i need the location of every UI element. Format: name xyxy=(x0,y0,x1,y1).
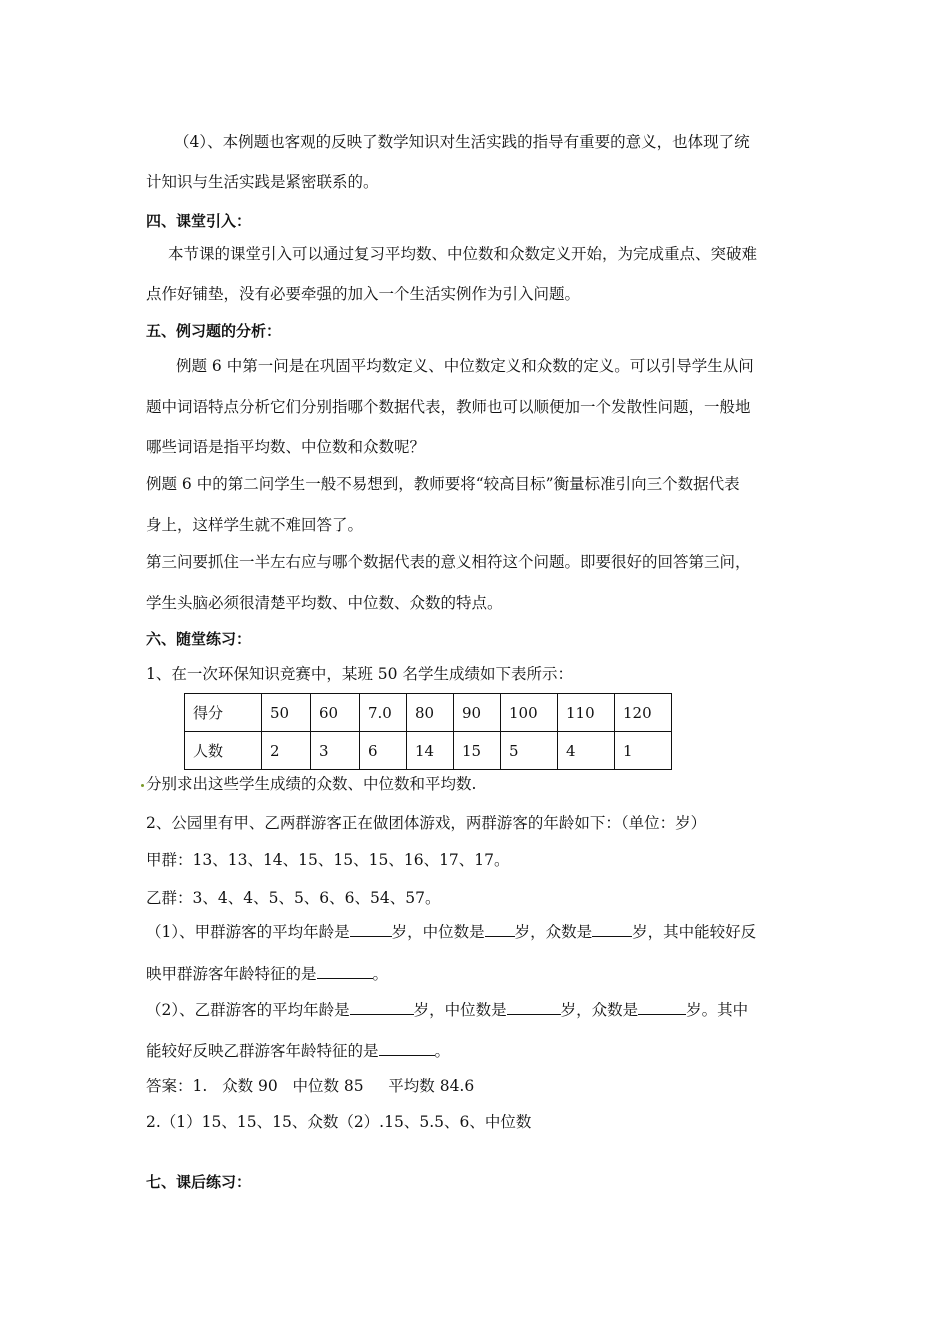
table-row xyxy=(185,732,672,770)
section4-line2: 点作好铺垫，没有必要牵强的加入一个生活实例作为引入问题。 xyxy=(146,285,581,303)
table-cell: 1 xyxy=(615,732,672,770)
answer-blank[interactable] xyxy=(317,964,373,979)
para4-line2: 计知识与生活实践是紧密联系的。 xyxy=(146,173,379,191)
group-b-ages: 乙群：3、4、4、5、5、6、6、54、57。 xyxy=(146,889,441,907)
answer-blank[interactable] xyxy=(638,1000,686,1015)
para4-line1: （4）、本例题也客观的反映了数学知识对生活实践的指导有重要的意义，也体现了统 xyxy=(174,133,750,151)
table-cell: 80 xyxy=(407,694,454,732)
table-cell: 90 xyxy=(454,694,501,732)
table-cell: 50 xyxy=(262,694,311,732)
answer-blank[interactable] xyxy=(485,922,515,937)
section5-p2-line1: 例题 6 中的第二问学生一般不易想到，教师要将“较高目标”衡量标准引向三个数据代表 xyxy=(146,475,740,493)
answer-blank[interactable] xyxy=(350,922,392,937)
score-table xyxy=(184,693,672,770)
answer-blank[interactable] xyxy=(507,1000,561,1015)
sub-question-1-line2: 映甲群游客年龄特征的是 。 xyxy=(146,965,389,983)
question-1-ask: 分别求出这些学生成绩的众数、中位数和平均数. xyxy=(146,775,477,793)
answer-blank[interactable] xyxy=(592,922,632,937)
section7-heading: 七、课后练习： xyxy=(146,1173,252,1191)
section4-heading: 四、课堂引入： xyxy=(146,212,252,230)
section5-p1-line3: 哪些词语是指平均数、中位数和众数呢？ xyxy=(146,438,426,456)
section5-p3-line2: 学生头脑必须很清楚平均数、中位数、众数的特点。 xyxy=(146,594,503,612)
section6-heading: 六、随堂练习： xyxy=(146,630,252,648)
group-a-ages: 甲群：13、13、14、15、15、15、16、17、17。 xyxy=(146,851,510,869)
table-cell: 15 xyxy=(454,732,501,770)
answer-blank[interactable] xyxy=(379,1041,435,1056)
question-2: 2、公园里有甲、乙两群游客正在做团体游戏，两群游客的年龄如下：（单位：岁） xyxy=(146,814,707,832)
table-cell: 2 xyxy=(262,732,311,770)
margin-mark xyxy=(141,784,144,787)
table-cell: 100 xyxy=(501,694,558,732)
section5-p2-line2: 身上，这样学生就不难回答了。 xyxy=(146,516,364,534)
section5-p3-line1: 第三问要抓住一半左右应与哪个数据代表的意义相符这个问题。即要很好的回答第三问， xyxy=(146,553,751,571)
table-cell: 5 xyxy=(501,732,558,770)
table-cell: 14 xyxy=(407,732,454,770)
answer-blank[interactable] xyxy=(350,1000,414,1015)
question-1: 1、在一次环保知识竞赛中，某班 50 名学生成绩如下表所示： xyxy=(146,665,573,683)
table-cell: 110 xyxy=(558,694,615,732)
sub-question-2-line1: （2）、乙群游客的平均年龄是 岁，中位数是 岁，众数是 岁。其中 xyxy=(146,1001,749,1019)
section5-p1-line2: 题中词语特点分析它们分别指哪个数据代表，教师也可以顺便加一个发散性问题，一般地 xyxy=(146,398,751,416)
table-cell: 120 xyxy=(615,694,672,732)
table-cell: 人数 xyxy=(185,732,262,770)
table-cell: 3 xyxy=(311,732,360,770)
table-cell: 60 xyxy=(311,694,360,732)
table-cell: 4 xyxy=(558,732,615,770)
section5-p1-line1: 例题 6 中第一问是在巩固平均数定义、中位数定义和众数的定义。可以引导学生从问 xyxy=(176,357,754,375)
sub-question-2-line2: 能较好反映乙群游客年龄特征的是 。 xyxy=(146,1042,451,1060)
answer-1: 答案：1. 众数 90 中位数 85 平均数 84.6 xyxy=(146,1077,475,1095)
table-row xyxy=(185,694,672,732)
section5-heading: 五、例习题的分析： xyxy=(146,322,282,340)
table-cell: 7.0 xyxy=(360,694,407,732)
answer-2: 2.（1）15、15、15、众数（2）.15、5.5、6、中位数 xyxy=(146,1113,532,1131)
table-cell: 6 xyxy=(360,732,407,770)
section4-line1: 本节课的课堂引入可以通过复习平均数、中位数和众数定义开始，为完成重点、突破难 xyxy=(168,245,758,263)
table-cell: 得分 xyxy=(185,694,262,732)
sub-question-1-line1: （1）、甲群游客的平均年龄是 岁，中位数是 岁，众数是 岁，其中能较好反 xyxy=(146,923,757,941)
